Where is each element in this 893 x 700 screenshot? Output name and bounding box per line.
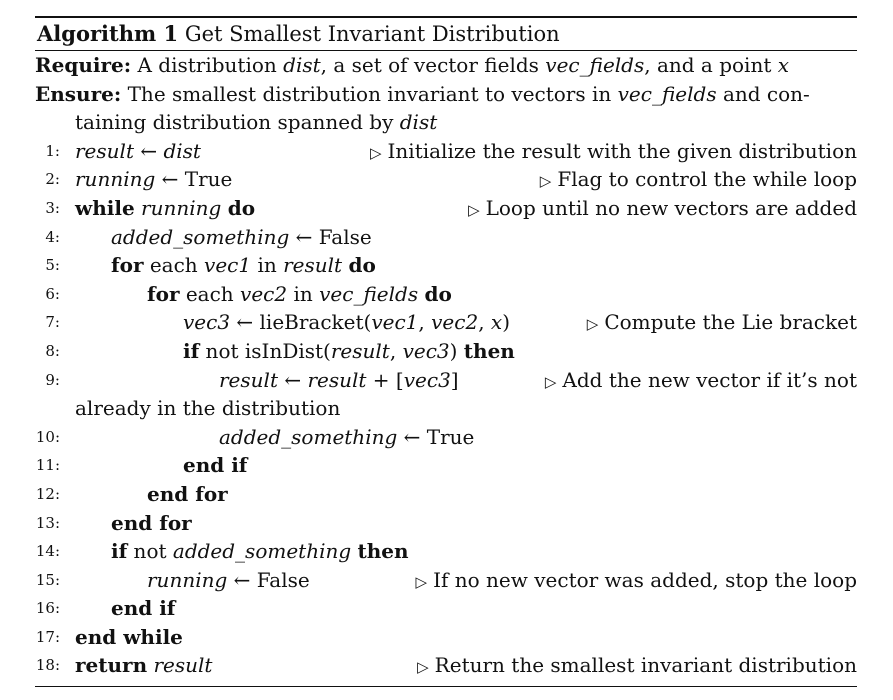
- line-code: end if: [111, 596, 176, 621]
- line-number: 12:: [35, 484, 60, 503]
- comment-triangle-icon: ▷: [586, 315, 599, 334]
- algorithm-line: [35, 223, 857, 252]
- line-code: vec3 ← lieBracket(vec1, vec2, x): [183, 310, 510, 335]
- line-code: return result: [75, 653, 213, 678]
- line-number: 2:: [45, 170, 60, 189]
- require-var: dist: [283, 53, 321, 77]
- line-number: 14:: [35, 542, 60, 561]
- algorithm-line: [35, 594, 857, 623]
- ensure-text: and con-: [716, 81, 810, 106]
- line-comment: ▷ Initialize the result with the given distribution: [369, 138, 857, 163]
- require-text: A distribution: [137, 53, 284, 77]
- line-code: for each vec1 in result do: [111, 253, 376, 278]
- line-number: 3:: [45, 198, 60, 217]
- algorithm-line: [35, 251, 857, 280]
- ensure-text: taining distribution spanned by: [75, 110, 400, 135]
- line-number: 11:: [35, 456, 60, 475]
- line-code: end for: [147, 481, 228, 506]
- ensure-var: vec_fields: [617, 81, 717, 106]
- line-number: 18:: [35, 656, 60, 675]
- caption-title: Get Smallest Invariant Distribution: [184, 22, 560, 46]
- line-code: result ← result + [vec3]: [219, 367, 459, 392]
- line-comment: ▷ Compute the Lie bracket: [586, 310, 857, 335]
- comment-triangle-icon: ▷: [544, 372, 557, 391]
- ensure-line-continued: [35, 108, 857, 137]
- comment-wrap: already in the distribution: [75, 396, 341, 421]
- algorithm-line: [35, 566, 857, 595]
- line-code: end for: [111, 510, 192, 535]
- algorithm-line: [35, 280, 857, 309]
- ensure-label: Ensure:: [35, 81, 122, 106]
- line-number: 1:: [45, 141, 60, 160]
- line-number: 17:: [35, 627, 60, 646]
- algorithm-line: [35, 308, 857, 337]
- line-number: 7:: [45, 313, 60, 332]
- algorithm-line: [35, 137, 857, 166]
- line-code: result ← dist: [75, 138, 201, 163]
- comment-triangle-icon: ▷: [417, 658, 429, 677]
- line-code: running ← False: [147, 567, 310, 592]
- line-number: 16:: [35, 599, 60, 618]
- algorithm-line: [35, 451, 857, 480]
- bottom-rule: [35, 686, 857, 687]
- require-text: , a set of vector fields: [320, 53, 546, 77]
- caption-label: Algorithm 1: [37, 21, 179, 46]
- require-var: x: [777, 53, 790, 77]
- line-code: added_something ← True: [219, 424, 475, 449]
- comment-triangle-icon: ▷: [539, 172, 552, 191]
- line-number: 15:: [35, 570, 60, 589]
- line-code: end if: [183, 453, 248, 478]
- line-comment: ▷ If no new vector was added, stop the loop: [415, 567, 857, 592]
- comment-triangle-icon: ▷: [415, 572, 428, 591]
- line-comment: ▷ Loop until no new vectors are added: [468, 195, 857, 220]
- line-code: if not added_something then: [111, 539, 409, 564]
- algorithm-line: [35, 651, 857, 680]
- line-comment: ▷ Add the new vector if it’s not: [544, 367, 857, 392]
- algorithm-line: [35, 165, 857, 194]
- ensure-var: dist: [399, 110, 438, 135]
- algorithm-lines: [35, 137, 857, 680]
- algorithm-line: [35, 623, 857, 652]
- ensure-line: [35, 80, 857, 109]
- line-number: 10:: [35, 427, 60, 446]
- line-code: for each vec2 in vec_fields do: [147, 281, 452, 306]
- line-code: while running do: [75, 195, 256, 220]
- algorithm-line: [35, 537, 857, 566]
- line-code: running ← True: [75, 167, 233, 192]
- algorithm-line: [35, 509, 857, 538]
- line-code: end while: [75, 624, 183, 649]
- algorithm-line: [35, 366, 857, 395]
- line-code: if not isInDist(result, vec3) then: [183, 338, 515, 363]
- algorithm-line: [35, 480, 857, 509]
- ensure-text: The smallest distribution invariant to vectors in: [127, 81, 618, 106]
- comment-triangle-icon: ▷: [468, 200, 480, 219]
- require-var: vec_fields: [545, 53, 645, 77]
- line-number: 9:: [45, 370, 60, 389]
- require-label: Require:: [35, 53, 132, 77]
- comment-triangle-icon: ▷: [369, 143, 382, 162]
- algorithm-line: [35, 337, 857, 366]
- line-number: 8:: [45, 341, 60, 360]
- line-comment: ▷ Return the smallest invariant distribution: [417, 653, 857, 678]
- require-text: , and a point: [644, 53, 778, 77]
- algorithm-line: [35, 423, 857, 452]
- algorithm-line: [35, 194, 857, 223]
- line-number: 13:: [35, 513, 60, 532]
- line-number: 6:: [45, 284, 60, 303]
- line-number: 4:: [45, 227, 60, 246]
- algorithm-caption: [35, 18, 857, 50]
- require-line: [35, 51, 857, 80]
- line-number: 5:: [45, 256, 60, 275]
- line-code: added_something ← False: [111, 224, 372, 249]
- line-comment: ▷ Flag to control the while loop: [539, 167, 857, 192]
- algorithm-block: [35, 16, 857, 687]
